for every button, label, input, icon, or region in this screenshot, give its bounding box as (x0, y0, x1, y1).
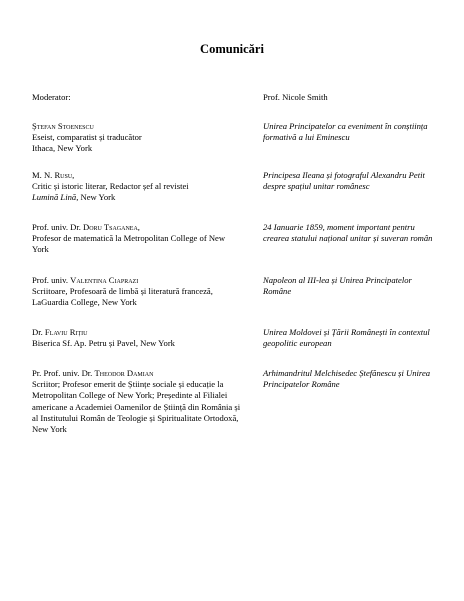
page-title: Comunicări (200, 42, 264, 56)
journal-name: Lumină Lină (32, 192, 77, 203)
speaker-entry (32, 275, 242, 309)
speaker-description: Profesor de matematică la Metropolitan College of New York (32, 233, 226, 255)
speaker-entry (32, 368, 242, 435)
speaker-name: Flaviu Rițiu (44, 327, 88, 337)
speaker-entry (32, 327, 242, 349)
speaker-name: Doru Tsaganea, (83, 222, 140, 232)
moderator-name-text: Prof. Nicole Smith (263, 92, 328, 102)
speaker-description: Eseist, comparatist și traducător (32, 132, 142, 143)
speaker-description: Critic și istoric literar, Redactor șef al revistei (32, 181, 189, 192)
speaker-name-line (32, 368, 242, 379)
speaker-name: Theodor Damian (94, 368, 154, 378)
speaker-entry (32, 222, 242, 256)
talk-title: Arhimandritul Melchisedec Ștefănescu și Unirea Principatelor Române (263, 368, 431, 390)
speaker-description: Biserica Sf. Ap. Petru și Pavel, New York (32, 338, 175, 349)
talk-title: Napoleon al III-lea și Unirea Principatelor Române (263, 275, 412, 297)
speaker-description: Ithaca, New York (32, 143, 93, 154)
speaker-title-prefix: Pr. Prof. univ. Dr. (32, 368, 93, 378)
speaker-title-prefix: Dr. (32, 327, 43, 337)
speaker-name: M. N. Rusu, (32, 170, 75, 180)
moderator-name (263, 92, 438, 103)
moderator-label-text: Moderator: (32, 92, 71, 102)
speaker-name-line (32, 327, 242, 338)
speaker-title-prefix: Prof. univ. Dr. (32, 222, 81, 232)
talk-title: Unirea Principatelor ca eveniment în conștiința formativă a lui Eminescu (263, 121, 428, 143)
speaker-name-line (32, 222, 242, 233)
talk-title: 24 Ianuarie 1859, moment important pentru crearea statului național unitar și suveran român (263, 222, 433, 244)
speaker-title-prefix: Prof. univ. (32, 275, 68, 285)
talk-title: Principesa Ileana și fotograful Alexandru Petit despre spațiul unitar românesc (263, 170, 425, 192)
speaker-name: Valentina Ciaprazi (70, 275, 139, 285)
speaker-entry (32, 170, 242, 204)
speaker-journal-line (32, 192, 242, 203)
speaker-name-line (32, 275, 242, 286)
moderator-label (32, 92, 242, 103)
talk-title: Unirea Moldovei și Țării Românești în contextul geopolitic european (263, 327, 430, 349)
journal-location: , New York (76, 192, 116, 203)
speaker-description: Scriitor; Profesor emerit de Științe sociale și educație la Metropolitan College of New York; Președinte al Filialei americane a Academiei Oamenilor de Știință din România și al Institutului Român de Teologie și Spiritualitate Ortodoxă, New York (32, 379, 241, 435)
speaker-description: Scriitoare, Profesoară de limbă și literatură franceză, LaGuardia College, New York (32, 286, 213, 308)
speaker-entry (32, 121, 242, 155)
speaker-name: Ștefan Stoenescu (32, 121, 94, 131)
